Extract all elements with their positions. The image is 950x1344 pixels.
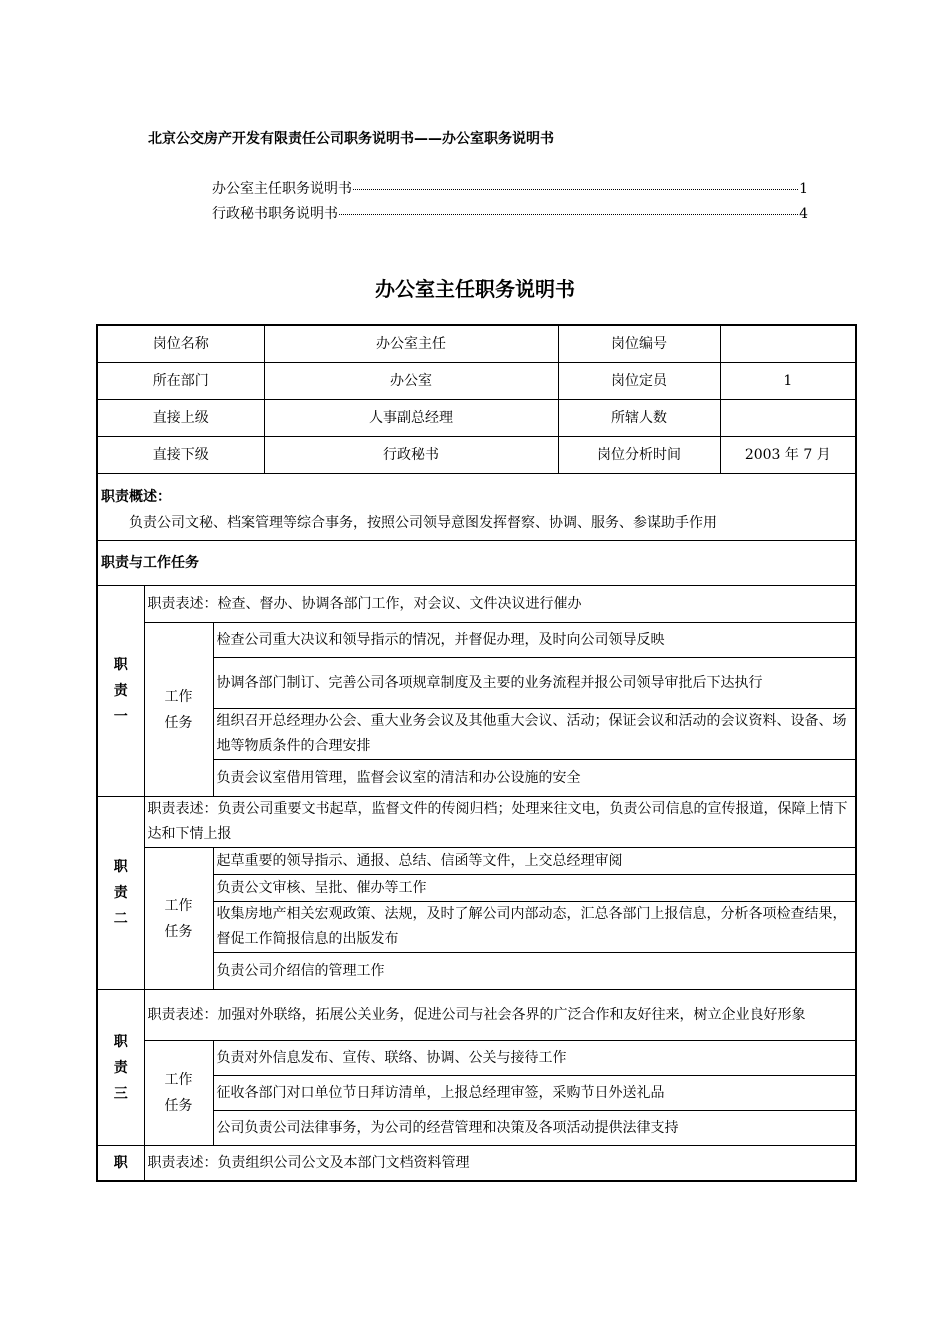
info-value: 办公室主任 [264, 325, 558, 363]
document-title: 办公室主任职务说明书 [375, 277, 575, 301]
info-row [97, 400, 856, 437]
duty-description: 职责表述：负责组织公司公文及本部门文档资料管理 [144, 1146, 856, 1182]
duty-desc-row [97, 586, 856, 623]
duty-label: 职责二 [97, 797, 144, 990]
overview-label: 职责概述： [101, 489, 171, 505]
info-label: 岗位定员 [558, 363, 720, 400]
task-label: 工作任务 [144, 1041, 213, 1146]
duty-label: 职 [97, 1146, 144, 1182]
duty-label: 职责一 [97, 586, 144, 797]
toc-entry[interactable] [212, 178, 808, 198]
info-value: 人事副总经理 [264, 400, 558, 437]
duty-desc-row [97, 990, 856, 1041]
duties-header-row [97, 541, 856, 586]
info-label: 岗位编号 [558, 325, 720, 363]
info-value: 2003 年 7 月 [720, 437, 856, 474]
task-row [97, 848, 856, 875]
task-item: 检查公司重大决议和领导指示的情况，并督促办理，及时向公司领导反映 [213, 623, 856, 658]
info-value: 办公室 [264, 363, 558, 400]
info-row [97, 437, 856, 474]
toc-leader-dots [353, 188, 798, 190]
task-row [97, 623, 856, 658]
task-item: 起草重要的领导指示、通报、总结、信函等文件，上交总经理审阅 [213, 848, 856, 875]
duty-desc-row [97, 1146, 856, 1182]
toc-entry[interactable] [212, 203, 808, 223]
task-item: 公司负责公司法律事务，为公司的经营管理和决策及各项活动提供法律支持 [213, 1111, 856, 1146]
task-item: 负责公司介绍信的管理工作 [213, 953, 856, 990]
overview-row [97, 474, 856, 541]
info-label: 所辖人数 [558, 400, 720, 437]
task-row [97, 1041, 856, 1076]
toc-entry-label: 行政秘书职务说明书 [212, 206, 338, 222]
duty-description: 职责表述：负责公司重要文书起草，监督文件的传阅归档；处理来往文电，负责公司信息的宣传报道，保障上情下达和下情上报 [144, 797, 856, 848]
info-label: 直接下级 [97, 437, 264, 474]
overview-cell [97, 474, 856, 541]
overview-text: 负责公司文秘、档案管理等综合事务，按照公司领导意图发挥督察、协调、服务、参谋助手作用 [129, 515, 717, 531]
info-row [97, 363, 856, 400]
duty-desc-row [97, 797, 856, 848]
info-label: 直接上级 [97, 400, 264, 437]
toc-leader-dots [339, 213, 798, 215]
info-label: 岗位分析时间 [558, 437, 720, 474]
info-label: 岗位名称 [97, 325, 264, 363]
task-label: 工作任务 [144, 848, 213, 990]
info-value: 行政秘书 [264, 437, 558, 474]
task-item: 征收各部门对口单位节日拜访清单，上报总经理审签，采购节日外送礼品 [213, 1076, 856, 1111]
info-value [720, 325, 856, 363]
task-item: 收集房地产相关宏观政策、法规，及时了解公司内部动态，汇总各部门上报信息，分析各项检查结果，督促工作简报信息的出版发布 [213, 902, 856, 953]
duty-label: 职责三 [97, 990, 144, 1146]
document-header: 北京公交房产开发有限责任公司职务说明书——办公室职务说明书 [148, 131, 554, 147]
task-item: 协调各部门制订、完善公司各项规章制度及主要的业务流程并报公司领导审批后下达执行 [213, 658, 856, 709]
job-description-table [96, 324, 857, 1182]
toc-entry-page: 4 [799, 206, 808, 222]
task-item: 负责对外信息发布、宣传、联络、协调、公关与接待工作 [213, 1041, 856, 1076]
info-value [720, 400, 856, 437]
toc-entry-label: 办公室主任职务说明书 [212, 181, 352, 197]
duty-description: 职责表述：检查、督办、协调各部门工作，对会议、文件决议进行催办 [144, 586, 856, 623]
task-item: 组织召开总经理办公会、重大业务会议及其他重大会议、活动；保证会议和活动的会议资料、设备、场地等物质条件的合理安排 [213, 709, 856, 760]
task-item: 负责公文审核、呈批、催办等工作 [213, 875, 856, 902]
toc-entry-page: 1 [799, 181, 808, 197]
info-value: 1 [720, 363, 856, 400]
duty-description: 职责表述：加强对外联络，拓展公关业务，促进公司与社会各界的广泛合作和友好往来，树立企业良好形象 [144, 990, 856, 1041]
task-label: 工作任务 [144, 623, 213, 797]
info-label: 所在部门 [97, 363, 264, 400]
duties-header: 职责与工作任务 [97, 541, 856, 586]
task-item: 负责会议室借用管理，监督会议室的清洁和办公设施的安全 [213, 760, 856, 797]
info-row [97, 325, 856, 363]
